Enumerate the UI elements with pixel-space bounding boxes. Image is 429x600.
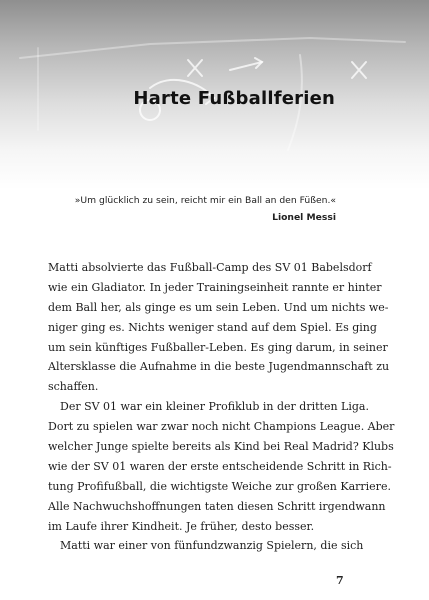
epigraph-quote: »Um glücklich zu sein, reicht mir ein Ball an den Füßen.« [74,195,336,206]
text-line: dem Ball her, als ginge es um sein Leben. Und um nichts we- [48,300,389,314]
text-line: Der SV 01 war ein kleiner Profiklub in der dritten Liga. [60,400,369,414]
epigraph [60,194,336,223]
text-line: Altersklasse die Aufnahme in die beste Jugendmannschaft zu [48,360,390,374]
text-line: im Laufe ihrer Kindheit. Je früher, desto besser. [48,519,315,533]
paragraph-1 [48,258,390,397]
body-text [48,258,395,556]
text-line: Alle Nachwuchshoffnungen taten diesen Schritt irgendwann [48,499,386,513]
page-number: 7 [336,574,344,587]
paragraph-3 [48,536,364,556]
text-line: welcher Junge spielte bereits als Kind bei Real Madrid? Klubs [48,440,394,454]
text-line: um sein künftiges Fußballer-Leben. Es ging darum, in seiner [48,340,388,354]
chapter-title: Harte Fußballferien [133,88,335,109]
text-line: schaffen. [48,380,99,394]
paragraph-2 [48,397,395,536]
epigraph-author: Lionel Messi [272,212,336,223]
text-line: Matti war einer von fünfundzwanzig Spielern, die sich [60,539,364,553]
text-line: tung Profifußball, die wichtigste Weiche zur großen Karriere. [48,479,391,493]
text-line: wie der SV 01 waren der erste entscheidende Schritt in Rich- [48,459,392,473]
text-line: Dort zu spielen war zwar noch nicht Champions League. Aber [48,420,395,434]
text-line: niger ging es. Nichts weniger stand auf dem Spiel. Es ging [48,320,377,334]
text-line: wie ein Gladiator. In jeder Trainingseinheit rannte er hinter [48,280,382,294]
text-line: Matti absolvierte das Fußball-Camp des SV 01 Babelsdorf [48,261,372,274]
